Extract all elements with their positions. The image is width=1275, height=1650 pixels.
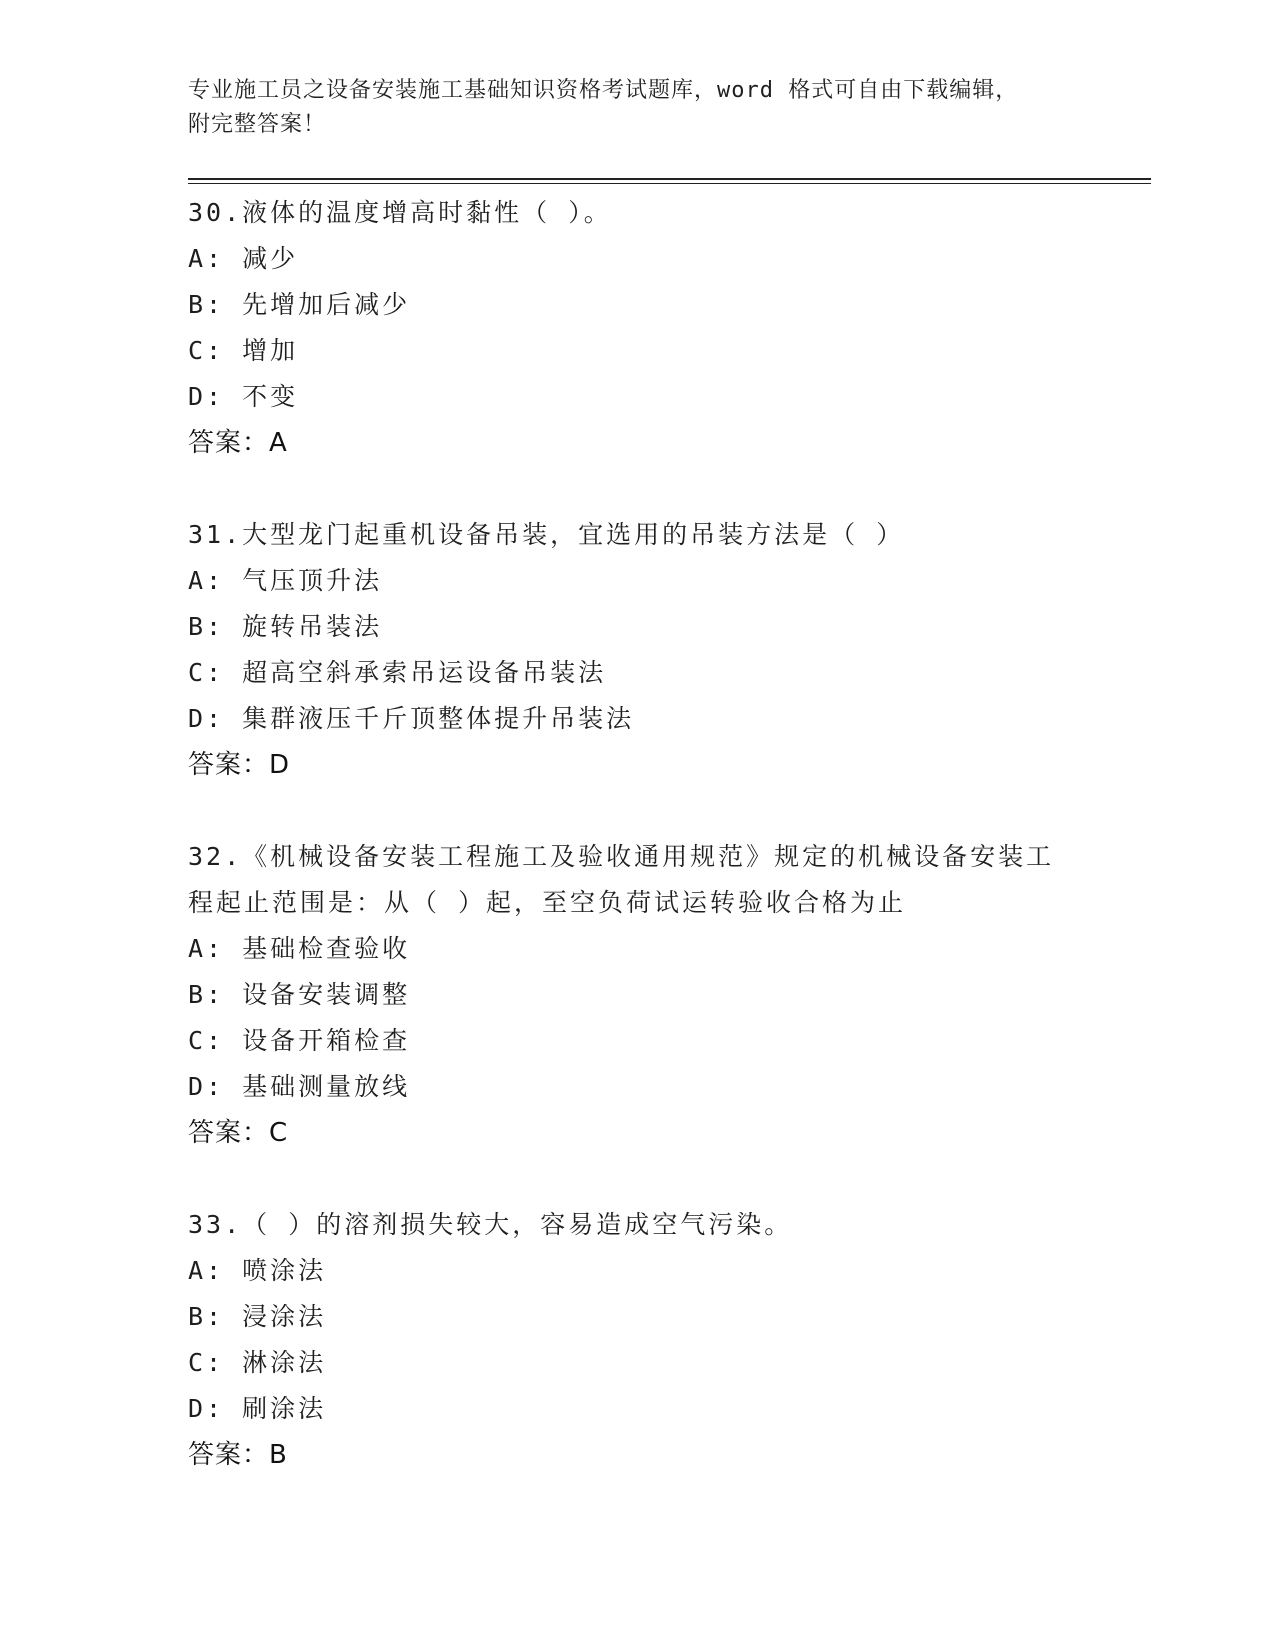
header-line-2: 附完整答案！ <box>188 112 327 137</box>
option-c: C: 设备开箱检查 <box>188 1026 411 1055</box>
header-line-1: 专业施工员之设备安装施工基础知识资格考试题库，word 格式可自由下载编辑， <box>188 78 1019 103</box>
option-a: A: 喷涂法 <box>188 1256 327 1285</box>
option-b: B: 旋转吊装法 <box>188 612 383 641</box>
question-32 <box>188 834 1088 1156</box>
option-a: A: 气压顶升法 <box>188 566 383 595</box>
option-a: A: 减少 <box>188 244 299 273</box>
question-30 <box>188 190 1088 466</box>
question-33 <box>188 1202 1088 1478</box>
option-d: D: 基础测量放线 <box>188 1072 411 1101</box>
option-c: C: 淋涂法 <box>188 1348 327 1377</box>
option-b: B: 设备安装调整 <box>188 980 411 1009</box>
question-stem: 33.（ ）的溶剂损失较大，容易造成空气污染。 <box>188 1210 793 1239</box>
question-stem: 31.大型龙门起重机设备吊装，宜选用的吊装方法是（ ） <box>188 520 905 549</box>
header-divider-thick <box>188 178 1151 180</box>
question-stem: 30.液体的温度增高时黏性（ ）。 <box>188 198 612 227</box>
answer: 答案：C <box>188 1118 289 1148</box>
option-b: B: 浸涂法 <box>188 1302 327 1331</box>
answer: 答案：D <box>188 750 291 780</box>
document-header <box>188 74 1068 142</box>
header-divider-thin <box>188 183 1151 184</box>
option-d: D: 集群液压千斤顶整体提升吊装法 <box>188 704 635 733</box>
option-c: C: 超高空斜承索吊运设备吊装法 <box>188 658 607 687</box>
question-list <box>188 190 1088 1524</box>
option-a: A: 基础检查验收 <box>188 934 411 963</box>
option-d: D: 刷涂法 <box>188 1394 327 1423</box>
option-d: D: 不变 <box>188 382 299 411</box>
question-stem: 32.《机械设备安装工程施工及验收通用规范》规定的机械设备安装工程起止范围是：从（ ）起，至空负荷试运转验收合格为止 <box>188 842 1055 917</box>
option-b: B: 先增加后减少 <box>188 290 411 319</box>
option-c: C: 增加 <box>188 336 299 365</box>
question-31 <box>188 512 1088 788</box>
answer: 答案：A <box>188 428 288 458</box>
answer: 答案：B <box>188 1440 288 1470</box>
